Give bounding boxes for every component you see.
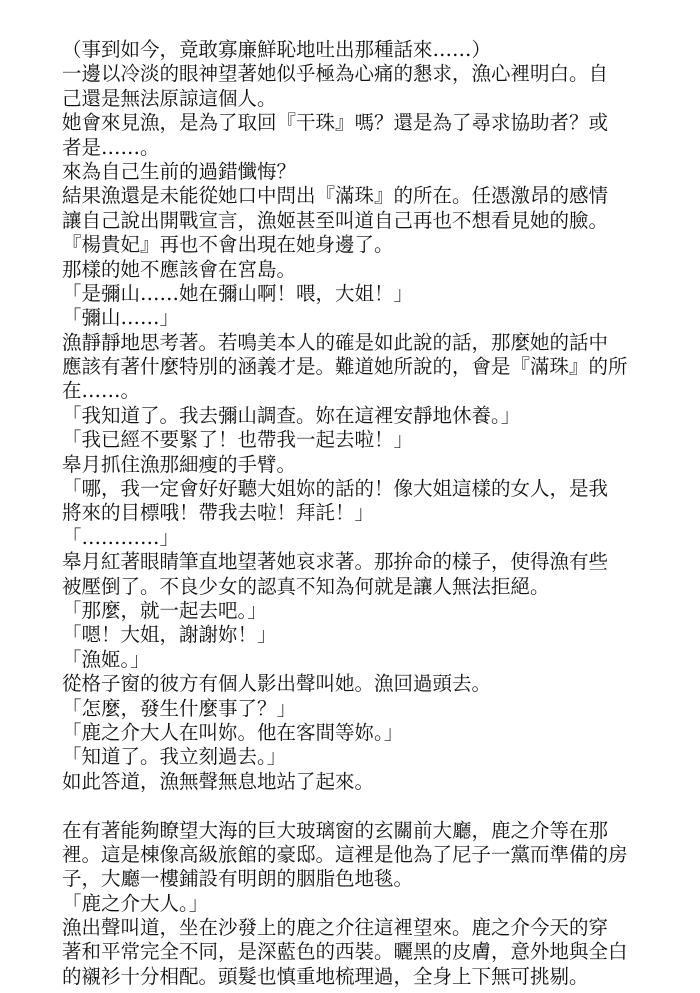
text-line: 結果漁還是未能從她口中問出『滿珠』的所在。任憑激昂的感情 bbox=[62, 184, 609, 208]
text-line: 一邊以冷淡的眼神望著她似乎極為心痛的懇求，漁心裡明白。自 bbox=[62, 62, 609, 86]
text-line: 在有著能夠瞭望大海的巨大玻璃窗的玄關前大廳，鹿之介等在那 bbox=[62, 818, 609, 842]
text-line: 皋月紅著眼睛筆直地望著她哀求著。那拚命的樣子，使得漁有些 bbox=[62, 550, 609, 574]
text-line: 「漁姬。」 bbox=[62, 647, 150, 671]
text-line: 者是……。 bbox=[62, 135, 160, 159]
text-line: 「知道了。我立刻過去。」 bbox=[62, 745, 287, 769]
text-line: 「怎麼，發生什麼事了？」 bbox=[62, 696, 297, 720]
text-line: 『楊貴妃』再也不會出現在她身邊了。 bbox=[62, 233, 394, 257]
text-line: 讓自己說出開戰宣言，漁姬甚至叫道自己再也不想看見她的臉。 bbox=[62, 208, 609, 232]
paragraph-break bbox=[62, 794, 662, 818]
text-line: 「那麼，就一起去吧。」 bbox=[62, 598, 267, 622]
text-line: （事到如今，竟敢寡廉鮮恥地吐出那種話來……） bbox=[62, 38, 492, 61]
novel-page bbox=[62, 38, 662, 989]
text-line: 子，大廳一樓鋪設有明朗的胭脂色地毯。 bbox=[62, 867, 414, 891]
text-line: 「…………」 bbox=[62, 525, 180, 549]
text-line: 「鹿之介大人在叫妳。他在客間等妳。」 bbox=[62, 720, 404, 744]
text-line: 如此答道，漁無聲無息地站了起來。 bbox=[62, 769, 375, 793]
text-line: 裡。這是棟像高級旅館的豪邸。這裡是他為了尼子一黨而準備的房 bbox=[62, 842, 628, 866]
text-line: 在……。 bbox=[62, 379, 141, 403]
text-line: 「鹿之介大人。」 bbox=[62, 891, 209, 915]
text-line: 「我已經不要緊了！也帶我一起去啦！」 bbox=[62, 428, 414, 452]
text-line: 漁靜靜地思考著。若鳴美本人的確是如此說的話，那麼她的話中 bbox=[62, 330, 609, 354]
text-line: 從格子窗的彼方有個人影出聲叫她。漁回過頭去。 bbox=[62, 672, 492, 696]
text-line: 漁出聲叫道，坐在沙發上的鹿之介往這裡望來。鹿之介今天的穿 bbox=[62, 916, 609, 940]
text-line: 「是彌山……她在彌山啊！喂，大姐！」 bbox=[62, 281, 414, 305]
text-line: 將來的目標哦！帶我去啦！拜託！」 bbox=[62, 501, 375, 525]
text-line: 皋月抓住漁那細瘦的手臂。 bbox=[62, 452, 297, 476]
text-line: 「我知道了。我去彌山調查。妳在這裡安靜地休養。」 bbox=[62, 403, 521, 427]
text-line: 她會來見漁，是為了取回『干珠』嗎？還是為了尋求協助者？或 bbox=[62, 111, 609, 135]
text-line: 己還是無法原諒這個人。 bbox=[62, 86, 277, 110]
text-line: 來為自己生前的過錯懺悔？ bbox=[62, 159, 297, 183]
text-line: 「哪，我一定會好好聽大姐妳的話的！像大姐這樣的女人，是我 bbox=[62, 477, 609, 501]
text-line: 應該有著什麼特別的涵義才是。難道她所說的，會是『滿珠』的所 bbox=[62, 355, 628, 379]
text-line: 「嗯！大姐，謝謝妳！」 bbox=[62, 623, 277, 647]
text-line: 的襯衫十分相配。頭髮也慎重地梳理過，全身上下無可挑剔。 bbox=[62, 964, 589, 988]
text-line: 著和平常完全不同，是深藍色的西裝。曬黑的皮膚，意外地與全白 bbox=[62, 940, 628, 964]
text-line: 被壓倒了。不良少女的認真不知為何就是讓人無法拒絕。 bbox=[62, 574, 550, 598]
text-line: 「彌山……」 bbox=[62, 306, 180, 330]
text-line: 那樣的她不應該會在宮島。 bbox=[62, 257, 297, 281]
